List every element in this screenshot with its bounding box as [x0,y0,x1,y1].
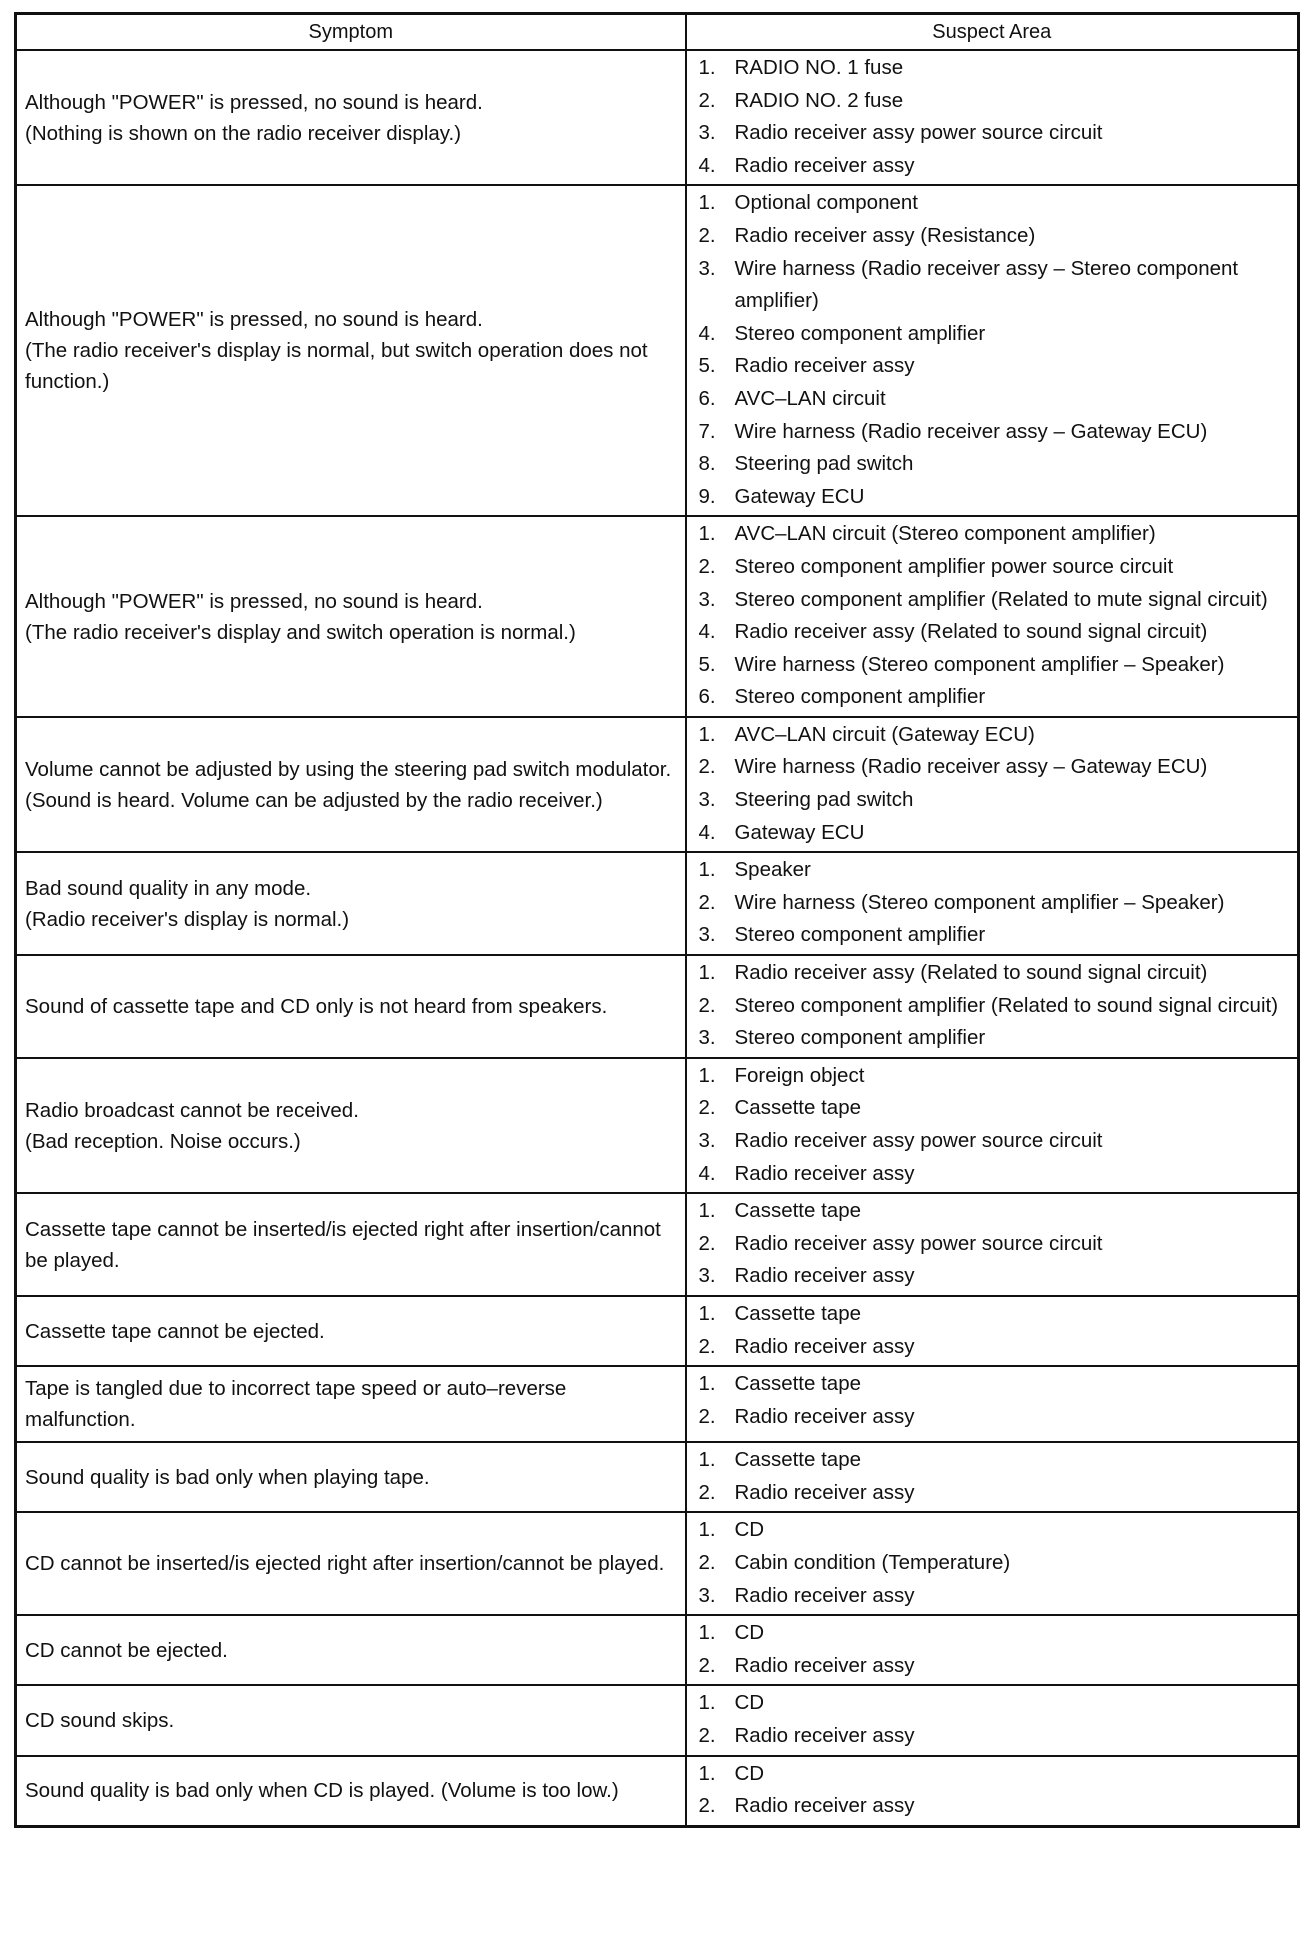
suspect-list-item [687,518,1298,551]
suspect-text: Radio receiver assy [734,1480,915,1504]
suspect-list-item [687,1514,1298,1547]
suspect-area-cell [686,1615,1299,1685]
suspect-number: 4. [698,820,716,844]
suspect-number: 1. [698,722,716,746]
table-row [16,50,1299,185]
suspect-list-item [687,1720,1298,1753]
suspect-number: 3. [698,1264,716,1288]
suspect-list-item [687,1444,1298,1477]
suspect-number: 3. [698,256,716,280]
suspect-number: 2. [698,1653,716,1677]
suspect-number: 1. [698,1761,716,1785]
suspect-number: 2. [698,1723,716,1747]
suspect-list-item [687,1158,1298,1191]
suspect-number: 4. [698,1161,716,1185]
table-row [16,516,1299,717]
suspect-area-cell [686,1058,1299,1193]
suspect-area-cell [686,717,1299,852]
suspect-area-cell [686,852,1299,955]
suspect-list-item [687,1687,1298,1720]
suspect-number: 3. [698,788,716,812]
suspect-area-cell [686,1193,1299,1296]
suspect-text: Radio receiver assy [734,1653,915,1677]
suspect-text: Radio receiver assy [734,354,915,378]
suspect-list-item [687,350,1298,383]
table-row [16,1058,1299,1193]
suspect-text: Stereo component amplifier [734,685,986,709]
suspect-list-item [687,616,1298,649]
suspect-number: 2. [698,1231,716,1255]
suspect-list-item [687,887,1298,920]
suspect-number: 9. [698,484,716,508]
suspect-number: 3. [698,121,716,145]
symptom-text: Tape is tangled due to incorrect tape speed or auto–reverse malfunction. [25,1377,567,1432]
suspect-list-item [687,416,1298,449]
suspect-list [687,854,1298,952]
symptom-text: Volume cannot be adjusted by using the steering pad switch modulator. (Sound is heard. Volume can be adjusted by the radio receiver.) [25,757,672,812]
suspect-text: CD [734,1761,765,1785]
suspect-text: Cassette tape [734,1301,861,1325]
suspect-number: 5. [698,354,716,378]
suspect-number: 1. [698,1621,716,1645]
suspect-text: AVC–LAN circuit (Stereo component amplifier) [734,522,1156,546]
suspect-list-item [687,1580,1298,1613]
suspect-text: Radio receiver assy [734,1264,915,1288]
suspect-list-item [687,1125,1298,1158]
suspect-area-cell [686,1685,1299,1755]
table-row [16,1296,1299,1366]
table-row [16,1685,1299,1755]
suspect-text: Gateway ECU [734,484,865,508]
suspect-number: 1. [698,522,716,546]
suspect-number: 1. [698,191,716,215]
suspect-list-item [687,1401,1298,1434]
suspect-number: 1. [698,1372,716,1396]
symptom-cell [16,1296,686,1366]
suspect-list-item [687,1758,1298,1791]
suspect-text: RADIO NO. 2 fuse [734,88,904,112]
suspect-area-cell [686,1296,1299,1366]
suspect-list-item [687,481,1298,514]
suspect-list [687,518,1298,714]
suspect-text: Cassette tape [734,1096,861,1120]
suspect-number: 2. [698,993,716,1017]
suspect-number: 2. [698,88,716,112]
suspect-text: Steering pad switch [734,788,914,812]
suspect-text: Radio receiver assy [734,1404,915,1428]
suspect-text: Steering pad switch [734,452,914,476]
table-row [16,852,1299,955]
suspect-list-item [687,1368,1298,1401]
suspect-list [687,52,1298,182]
suspect-list-item [687,919,1298,952]
symptom-text: Sound of cassette tape and CD only is not heard from speakers. [25,994,608,1018]
table-row [16,1615,1299,1685]
suspect-text: Cassette tape [734,1448,861,1472]
symptom-text: Cassette tape cannot be ejected. [25,1319,325,1343]
suspect-list-item [687,448,1298,481]
suspect-area-cell [686,1442,1299,1512]
suspect-number: 4. [698,321,716,345]
suspect-list-item [687,784,1298,817]
suspect-list [687,1444,1298,1509]
suspect-list-item [687,187,1298,220]
suspect-text: Radio receiver assy (Related to sound signal circuit) [734,961,1208,985]
symptom-text: Sound quality is bad only when playing tape. [25,1465,430,1489]
symptom-cell [16,1512,686,1615]
suspect-area-cell [686,955,1299,1058]
suspect-list-item [687,85,1298,118]
suspect-list-item [687,957,1298,990]
suspect-text: Optional component [734,191,918,215]
table-row [16,717,1299,852]
suspect-text: Stereo component amplifier (Related to mute signal circuit) [734,587,1268,611]
symptom-cell [16,955,686,1058]
suspect-text: Radio receiver assy (Resistance) [734,223,1036,247]
suspect-list-item [687,1650,1298,1683]
suspect-text: Wire harness (Radio receiver assy – Gateway ECU) [734,755,1208,779]
suspect-list-item [687,1298,1298,1331]
suspect-text: Stereo component amplifier (Related to sound signal circuit) [734,993,1279,1017]
symptom-cell [16,1442,686,1512]
symptom-text: CD cannot be inserted/is ejected right after insertion/cannot be played. [25,1552,665,1576]
suspect-number: 3. [698,587,716,611]
suspect-number: 1. [698,1063,716,1087]
suspect-list-item [687,681,1298,714]
suspect-number: 1. [698,1518,716,1542]
suspect-text: Speaker [734,858,811,882]
suspect-number: 2. [698,223,716,247]
suspect-text: AVC–LAN circuit (Gateway ECU) [734,722,1035,746]
suspect-area-cell [686,185,1299,516]
suspect-list-item [687,854,1298,887]
suspect-list-item [687,1547,1298,1580]
suspect-number: 3. [698,1026,716,1050]
suspect-text: Radio receiver assy power source circuit [734,1231,1103,1255]
symptom-cell [16,717,686,852]
suspect-list-item [687,751,1298,784]
suspect-number: 5. [698,652,716,676]
suspect-number: 8. [698,452,716,476]
suspect-list-item [687,551,1298,584]
symptom-text: Although "POWER" is pressed, no sound is heard. (The radio receiver's display is normal, but switch operation does not function.) [25,308,648,394]
suspect-text: Stereo component amplifier [734,1026,986,1050]
suspect-number: 2. [698,554,716,578]
suspect-list [687,719,1298,849]
symptom-cell [16,852,686,955]
table-row [16,1756,1299,1827]
suspect-text: Cassette tape [734,1372,861,1396]
symptom-column-header: Symptom [16,14,686,51]
suspect-list-item [687,584,1298,617]
suspect-text: Stereo component amplifier [734,321,986,345]
suspect-text: Radio receiver assy [734,1334,915,1358]
suspect-list-item [687,1092,1298,1125]
symptom-text: CD sound skips. [25,1708,175,1732]
suspect-text: CD [734,1621,765,1645]
suspect-list-item [687,1060,1298,1093]
symptom-text: Bad sound quality in any mode. (Radio receiver's display is normal.) [25,876,350,931]
suspect-text: Stereo component amplifier power source circuit [734,554,1174,578]
symptom-text: Although "POWER" is pressed, no sound is heard. (Nothing is shown on the radio receiver display.) [25,90,483,145]
suspect-list-item [687,649,1298,682]
symptom-cell [16,50,686,185]
suspect-list-item [687,150,1298,183]
table-row [16,185,1299,516]
suspect-number: 7. [698,419,716,443]
suspect-text: Radio receiver assy [734,1794,915,1818]
suspect-text: AVC–LAN circuit [734,386,886,410]
table-row [16,1512,1299,1615]
suspect-number: 6. [698,685,716,709]
suspect-list-item [687,1790,1298,1823]
table-row [16,1366,1299,1442]
suspect-text: CD [734,1691,765,1715]
symptom-cell [16,1058,686,1193]
suspect-number: 2. [698,1404,716,1428]
suspect-text: Radio receiver assy [734,153,915,177]
suspect-text: Stereo component amplifier [734,923,986,947]
suspect-number: 1. [698,1448,716,1472]
suspect-text: Foreign object [734,1063,865,1087]
suspect-number: 2. [698,755,716,779]
suspect-number: 2. [698,1334,716,1358]
symptom-text: Cassette tape cannot be inserted/is ejected right after insertion/cannot be played. [25,1217,661,1272]
table-body [16,50,1299,1826]
suspect-list-item [687,117,1298,150]
suspect-area-cell [686,50,1299,185]
suspect-area-cell [686,516,1299,717]
suspect-number: 1. [698,1199,716,1223]
suspect-text: Gateway ECU [734,820,865,844]
suspect-area-cell [686,1512,1299,1615]
suspect-list-item [687,220,1298,253]
symptom-text: CD cannot be ejected. [25,1638,228,1662]
symptom-text: Radio broadcast cannot be received. (Bad reception. Noise occurs.) [25,1098,359,1153]
suspect-list-item [687,1331,1298,1364]
suspect-number: 2. [698,890,716,914]
suspect-number: 1. [698,1691,716,1715]
suspect-text: Wire harness (Radio receiver assy – Gateway ECU) [734,419,1208,443]
header-row [16,14,1299,51]
symptom-cell [16,516,686,717]
suspect-number: 6. [698,386,716,410]
troubleshooting-table [14,12,1300,1828]
suspect-text: Radio receiver assy power source circuit [734,121,1103,145]
suspect-list [687,187,1298,513]
table-row [16,1193,1299,1296]
symptom-cell [16,1685,686,1755]
suspect-number: 2. [698,1794,716,1818]
suspect-number: 2. [698,1480,716,1504]
suspect-list-item [687,1617,1298,1650]
suspect-list-item [687,719,1298,752]
suspect-list [687,1617,1298,1682]
suspect-list [687,957,1298,1055]
suspect-list-item [687,1022,1298,1055]
suspect-text: Radio receiver assy power source circuit [734,1129,1103,1152]
symptom-cell [16,1756,686,1827]
suspect-list-item [687,383,1298,416]
suspect-list-item [687,1477,1298,1510]
suspect-list-item [687,1260,1298,1293]
suspect-text: RADIO NO. 1 fuse [734,56,904,79]
suspect-text: Radio receiver assy [734,1583,915,1607]
suspect-number: 3. [698,1129,716,1152]
suspect-list [687,1195,1298,1293]
suspect-text: Radio receiver assy (Related to sound signal circuit) [734,620,1208,644]
suspect-text: Cabin condition (Temperature) [734,1550,1011,1574]
symptom-cell [16,185,686,516]
suspect-list-item [687,1228,1298,1261]
suspect-number: 1. [698,1301,716,1325]
suspect-number: 1. [698,961,716,985]
suspect-number: 2. [698,1096,716,1120]
suspect-text: Radio receiver assy [734,1161,915,1185]
symptom-cell [16,1366,686,1442]
suspect-list [687,1060,1298,1190]
symptom-text: Sound quality is bad only when CD is played. (Volume is too low.) [25,1779,619,1803]
suspect-list [687,1298,1298,1363]
suspect-number: 4. [698,620,716,644]
symptom-cell [16,1615,686,1685]
suspect-list-item [687,253,1298,318]
suspect-list [687,1758,1298,1823]
suspect-list [687,1514,1298,1612]
suspect-text: Wire harness (Stereo component amplifier – Speaker) [734,890,1225,914]
symptom-text: Although "POWER" is pressed, no sound is heard. (The radio receiver's display and switch operation is normal.) [25,589,576,644]
suspect-number: 1. [698,858,716,882]
suspect-list [687,1687,1298,1752]
suspect-number: 3. [698,1583,716,1607]
suspect-text: CD [734,1518,765,1542]
suspect-area-column-header: Suspect Area [686,14,1299,51]
suspect-number: 3. [698,923,716,947]
suspect-list-item [687,1195,1298,1228]
suspect-list [687,1368,1298,1433]
suspect-area-cell [686,1366,1299,1442]
suspect-list-item [687,318,1298,351]
suspect-area-cell [686,1756,1299,1827]
suspect-number: 2. [698,1550,716,1574]
suspect-text: Wire harness (Stereo component amplifier – Speaker) [734,652,1225,676]
suspect-text: Radio receiver assy [734,1723,915,1747]
suspect-text: Cassette tape [734,1199,861,1223]
suspect-number: 4. [698,153,716,177]
suspect-text: Wire harness (Radio receiver assy – Stereo component amplifier) [734,256,1239,313]
suspect-number: 1. [698,56,716,79]
suspect-list-item [687,817,1298,850]
table-row [16,955,1299,1058]
table-row [16,1442,1299,1512]
suspect-list-item [687,990,1298,1023]
symptom-cell [16,1193,686,1296]
suspect-list-item [687,52,1298,85]
